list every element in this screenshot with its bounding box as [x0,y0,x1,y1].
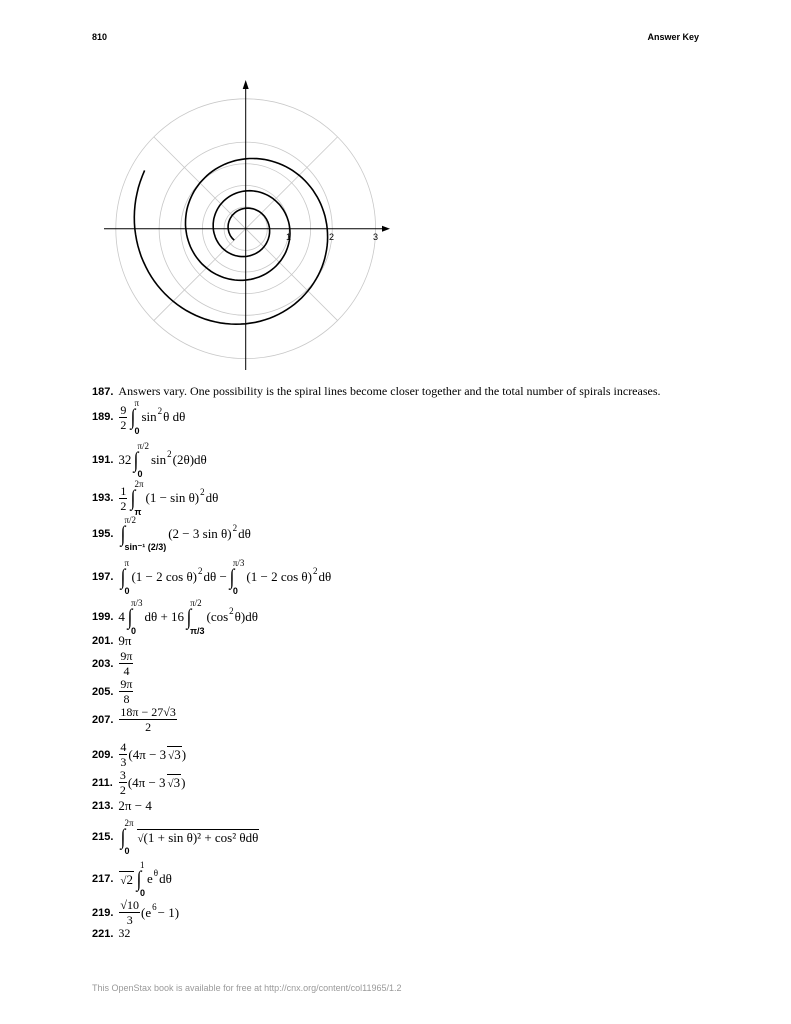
fraction [119,678,133,705]
upper-limit: 1 [140,860,145,870]
upper-limit: π/2 [137,441,149,451]
integral [229,558,245,596]
lower-limit: 0 [137,469,143,479]
integral-sign-icon: ∫ [229,564,235,589]
answer-item [92,926,130,941]
answer-number: 213. [92,800,114,812]
math-text: dθ [238,526,251,541]
integral-limits [131,598,143,636]
lower-limit: π [134,507,142,517]
answer-number: 199. [92,611,114,623]
answer-number: 193. [92,492,114,504]
integral [136,860,145,898]
fraction [119,485,127,512]
math-text: ) [181,774,186,790]
upper-limit: 2π [134,479,144,489]
math-text: (e [141,904,152,920]
lower-limit: 0 [134,426,140,436]
denominator: 2 [120,498,127,513]
answer-text: 32 [118,926,131,940]
math-text: dθ − [203,569,227,584]
integral-sign-icon: ∫ [121,564,126,589]
answer-number: 191. [92,454,114,466]
square-root: √ 3 [167,774,182,791]
answer-number: 189. [92,411,114,423]
superscript: 2 [229,606,234,616]
answer-number: 217. [92,873,114,885]
superscript: 2 [167,449,172,459]
integral [120,558,129,596]
math-text: sin [141,409,157,424]
integral-sign-icon: ∫ [131,404,136,429]
footer-text: This OpenStax book is available for free at http://cnx.org/content/col11965/1.2 [92,983,402,993]
integral-sign-icon: ∫ [131,485,136,510]
answer-item [92,899,179,926]
math-text: (2 − 3 sin θ) [168,526,232,541]
math-text: (1 − 2 cos θ) [131,569,198,584]
denominator: 3 [120,755,127,769]
math-text: − 1) [157,904,180,920]
answer-expression [118,633,131,649]
math-text: (1 − 2 cos θ) [246,569,312,584]
integral-sign-icon: ∫ [121,521,126,546]
answer-expression [118,769,186,796]
answer-item [92,706,178,733]
square-root: √ (1 + sin θ)² + cos² θdθ [137,829,260,846]
math-text: (cos [206,609,229,624]
superscript: 6 [152,901,157,912]
integral [130,479,143,517]
math-text: θ dθ [163,409,186,424]
integral-sign-icon: ∫ [121,824,126,849]
math-text: ) [181,746,187,762]
answer-item [92,741,186,768]
x-axis-arrow-icon [382,226,390,232]
integral [120,818,133,856]
answer-expression [118,398,185,436]
x-tick-label: 1 [286,232,292,242]
square-root: √ 2 [119,871,134,888]
integral [120,515,166,553]
answer-text: Answers vary. One possibility is the spiral lines become closer together and the total number of spirals increases. [118,384,661,398]
answer-item [92,441,207,479]
answer-item [92,515,251,553]
superscript: 2 [312,566,318,576]
answer-expression [118,598,258,636]
answer-item [92,384,661,399]
answer-number: 219. [92,906,114,919]
superscript: 2 [198,566,203,576]
math-text: dθ + 16 [144,609,185,624]
answer-number: 197. [92,571,114,583]
integral-limits [137,441,149,479]
integral-limits [190,598,204,636]
math-text: 9π [118,633,132,648]
math-text: dθ [159,871,172,886]
denominator: 2 [119,783,126,797]
fraction [119,650,133,677]
answer-number: 207. [92,713,114,726]
answer-number: 205. [92,685,114,698]
answer-item [92,633,132,649]
answer-number: 201. [92,635,114,647]
fraction [119,741,127,768]
math-text: 2π − 4 [118,798,152,813]
answer-item [92,479,218,517]
math-text: sin [151,452,167,467]
integral [133,441,149,479]
square-root: √ 3 [167,746,182,763]
answer-number: 187. [92,385,114,398]
lower-limit: sin⁻¹ (2/3) [124,542,167,552]
answer-expression [118,441,206,479]
page-number: 810 [92,32,108,42]
x-tick-label: 3 [373,232,379,242]
answer-item [92,798,152,814]
answer-expression [118,860,171,898]
upper-limit: π [124,558,129,568]
answer-expression [118,558,331,596]
numerator: 1 [120,483,127,498]
answer-expression [118,741,186,768]
answer-item [92,769,185,796]
integral [186,598,204,636]
answer-expression [118,650,134,677]
answer-item [92,818,259,856]
answer-expression [118,899,179,926]
answer-item [92,558,331,596]
answer-number: 211. [92,776,113,789]
answer-number: 209. [92,748,114,761]
math-text: (2θ)dθ [172,452,207,467]
polar-spiral-graph [0,0,791,380]
numerator: 9π [120,649,133,663]
lower-limit: π/3 [190,626,205,636]
lower-limit: 0 [124,586,130,596]
answer-item [92,860,172,898]
integral [127,598,143,636]
math-text: (4π − 3 [128,746,167,762]
x-tick-label: 2 [329,232,335,242]
answer-item [92,398,185,436]
y-axis-arrow-icon [243,80,249,89]
answer-number: 195. [92,528,114,540]
math-text: (4π − 3 [127,774,166,790]
denominator: 8 [123,692,130,706]
answer-expression [118,479,218,517]
answer-expression [118,678,134,705]
integral [130,398,139,436]
math-text: θ)dθ [234,609,258,624]
upper-limit: π/3 [130,598,143,608]
upper-limit: π/3 [232,558,245,568]
math-text: (1 − sin θ) [145,490,200,505]
integral-limits [134,479,143,517]
upper-limit: 2π [124,818,134,828]
integral-sign-icon: ∫ [134,447,139,472]
fraction [119,706,176,733]
answer-number: 203. [92,657,114,670]
integral-limits [233,558,245,596]
integral-sign-icon: ∫ [136,866,142,891]
upper-limit: π/2 [190,598,202,608]
superscript: 2 [200,487,205,497]
answer-expression [118,706,177,733]
numerator: 4 [120,740,127,754]
numerator: 3 [119,768,126,782]
math-text: 4 [118,609,125,624]
fraction [119,769,127,796]
lower-limit: 0 [140,888,146,898]
answer-item [92,598,258,636]
math-text: dθ [205,490,219,505]
numerator: 9 [120,402,127,417]
fraction [119,404,127,431]
math-text: 32 [118,452,132,467]
superscript: 2 [232,523,238,533]
denominator: 4 [123,664,130,678]
math-text: dθ [318,569,332,584]
numerator: 9π [120,677,133,691]
lower-limit: 0 [130,626,136,636]
lower-limit: 0 [124,846,130,856]
integral-sign-icon: ∫ [127,604,133,629]
integral-limits [124,515,166,553]
section-title: Answer Key [647,32,699,42]
axes [104,80,390,370]
denominator: 2 [120,417,127,432]
answer-number: 215. [92,831,114,843]
answer-expression [118,384,660,399]
lower-limit: 0 [232,586,238,596]
denominator: 2 [145,720,152,734]
answer-number: 221. [92,927,114,940]
math-text: e [147,871,153,886]
fraction [119,899,140,926]
answer-expression [118,926,130,941]
answer-expression [118,515,250,553]
upper-limit: π/2 [124,515,136,525]
spiral-curve [134,159,327,325]
superscript: 2 [157,406,163,416]
superscript: θ [153,868,159,878]
numerator: 18π − 27√3 [120,705,176,719]
integral-sign-icon: ∫ [186,604,192,629]
upper-limit: π [134,398,139,408]
denominator: 3 [126,913,133,927]
answer-item [92,678,134,705]
integral-limits [124,818,133,856]
numerator: √10 [120,898,140,912]
answer-item [92,650,134,677]
answer-expression [118,818,259,856]
answer-expression [118,798,151,814]
